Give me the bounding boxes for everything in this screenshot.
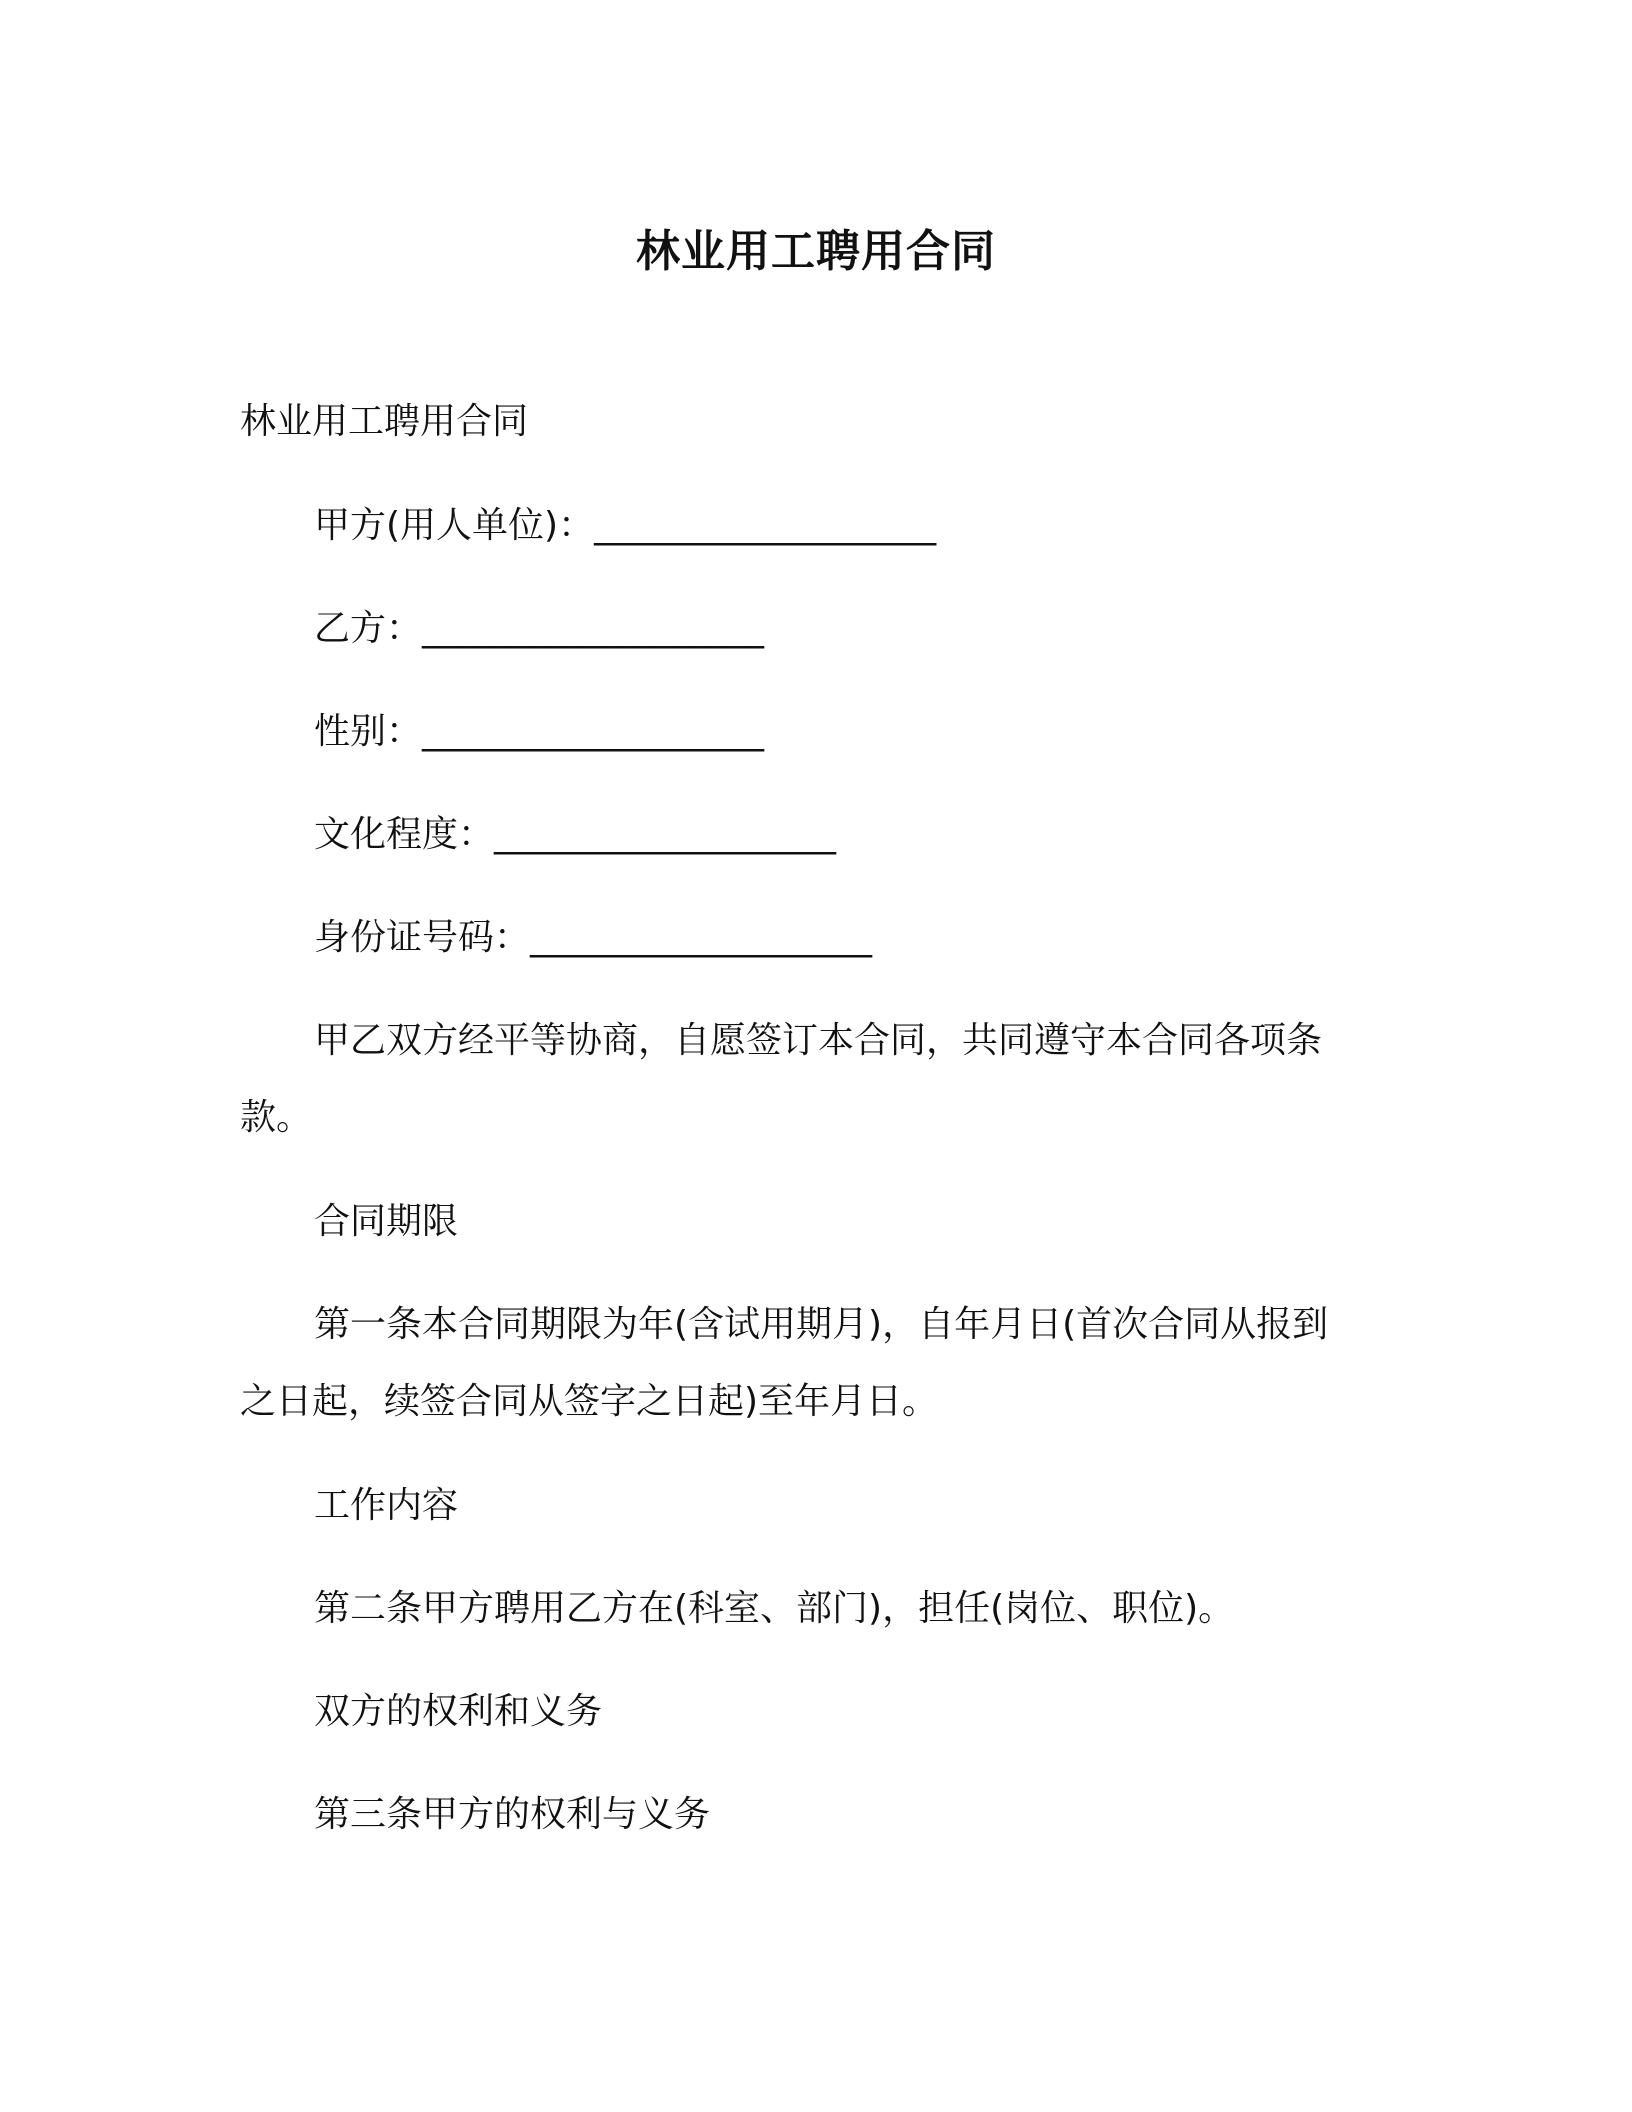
document-title: 林业用工聘用合同 (636, 226, 996, 277)
field-party-b: 乙方：___________________ (314, 608, 765, 649)
article-1-line2: 之日起，续签合同从签字之日起)至年月日。 (240, 1381, 939, 1422)
section-heading-rights: 双方的权利和义务 (314, 1691, 603, 1732)
article-1-line1: 第一条本合同期限为年(含试用期月)，自年月日(首次合同从报到 (314, 1304, 1329, 1345)
section-heading-work: 工作内容 (314, 1485, 459, 1526)
section-heading-term: 合同期限 (314, 1201, 459, 1242)
intro-paragraph-line2: 款。 (240, 1097, 313, 1138)
field-party-a: 甲方(用人单位)：___________________ (314, 505, 937, 546)
document-subtitle: 林业用工聘用合同 (240, 401, 529, 442)
article-2: 第二条甲方聘用乙方在(科室、部门)，担任(岗位、职位)。 (314, 1588, 1235, 1629)
field-gender: 性别：___________________ (314, 711, 765, 752)
field-education: 文化程度：___________________ (314, 814, 837, 855)
article-3: 第三条甲方的权利与义务 (314, 1794, 711, 1835)
field-id-number: 身份证号码：___________________ (314, 917, 873, 958)
intro-paragraph-line1: 甲乙双方经平等协商，自愿签订本合同，共同遵守本合同各项条 (314, 1020, 1323, 1061)
